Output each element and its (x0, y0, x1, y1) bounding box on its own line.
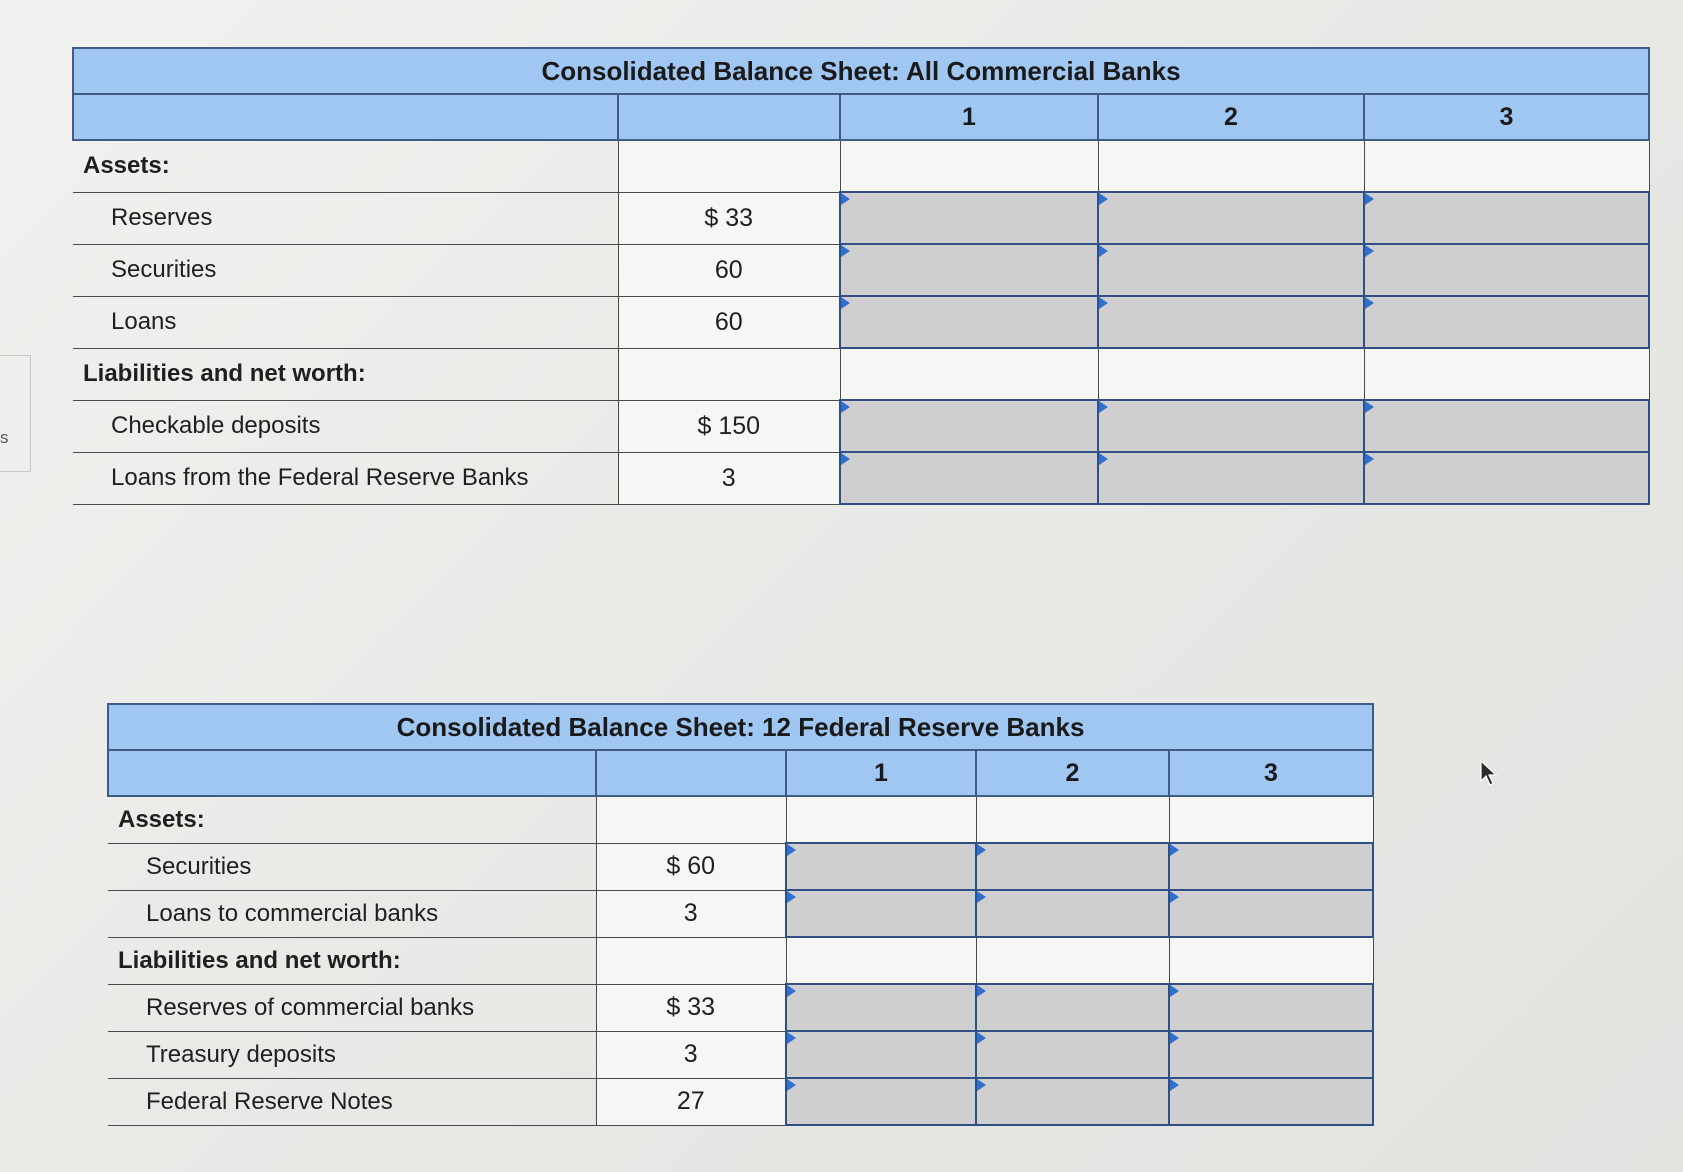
row-value-checkable-deposits: $ 150 (618, 400, 840, 452)
entry-cell-securities-2[interactable] (976, 843, 1169, 890)
table-row (73, 452, 1649, 504)
entry-cell-securities-3[interactable] (1364, 244, 1649, 296)
section-blank-cell (786, 937, 976, 984)
table-row (73, 400, 1649, 452)
table-row (73, 244, 1649, 296)
header-blank-value (618, 94, 840, 140)
section-blank-cell (1098, 348, 1364, 400)
section-blank-cell (1098, 140, 1364, 192)
table-row (108, 1031, 1373, 1078)
row-value-reserves: $ 33 (618, 192, 840, 244)
table-row (108, 890, 1373, 937)
table-row (73, 296, 1649, 348)
entry-cell-loans-to-banks-2[interactable] (976, 890, 1169, 937)
entry-cell-treasury-deposits-2[interactable] (976, 1031, 1169, 1078)
entry-cell-fed-loans-2[interactable] (1098, 452, 1364, 504)
row-label-fed-notes: Federal Reserve Notes (108, 1078, 596, 1125)
column-header-2: 2 (976, 750, 1169, 796)
section-blank-cell (1169, 937, 1373, 984)
row-label-bank-reserves: Reserves of commercial banks (108, 984, 596, 1031)
row-label-reserves: Reserves (73, 192, 618, 244)
section-blank-cell (786, 796, 976, 843)
row-value-loans: 60 (618, 296, 840, 348)
section-blank-value (618, 348, 840, 400)
entry-cell-bank-reserves-2[interactable] (976, 984, 1169, 1031)
row-value-securities: $ 60 (596, 843, 786, 890)
row-value-treasury-deposits: 3 (596, 1031, 786, 1078)
section-blank-cell (976, 937, 1169, 984)
entry-cell-loans-to-banks-1[interactable] (786, 890, 976, 937)
table-row (108, 984, 1373, 1031)
header-blank-label (108, 750, 596, 796)
row-label-checkable-deposits: Checkable deposits (73, 400, 618, 452)
row-label-treasury-deposits: Treasury deposits (108, 1031, 596, 1078)
entry-cell-securities-1[interactable] (786, 843, 976, 890)
column-header-1: 1 (786, 750, 976, 796)
entry-cell-checkable-deposits-2[interactable] (1098, 400, 1364, 452)
row-label-securities: Securities (108, 843, 596, 890)
entry-cell-fed-loans-3[interactable] (1364, 452, 1649, 504)
column-header-3: 3 (1364, 94, 1649, 140)
column-header-2: 2 (1098, 94, 1364, 140)
row-label-securities: Securities (73, 244, 618, 296)
entry-cell-treasury-deposits-3[interactable] (1169, 1031, 1373, 1078)
offscreen-text-fragment: s (0, 428, 9, 447)
entry-cell-reserves-3[interactable] (1364, 192, 1649, 244)
row-label-loans: Loans (73, 296, 618, 348)
assets-section-label: Assets: (108, 796, 596, 843)
liabilities-section-label: Liabilities and net worth: (108, 937, 596, 984)
table-row (108, 1078, 1373, 1125)
entry-cell-treasury-deposits-1[interactable] (786, 1031, 976, 1078)
row-value-securities: 60 (618, 244, 840, 296)
entry-cell-fed-notes-2[interactable] (976, 1078, 1169, 1125)
header-blank-label (73, 94, 618, 140)
section-blank-value (618, 140, 840, 192)
entry-cell-fed-loans-1[interactable] (840, 452, 1098, 504)
section-blank-cell (976, 796, 1169, 843)
entry-cell-fed-notes-1[interactable] (786, 1078, 976, 1125)
entry-cell-fed-notes-3[interactable] (1169, 1078, 1373, 1125)
section-blank-cell (840, 348, 1098, 400)
entry-cell-securities-1[interactable] (840, 244, 1098, 296)
liabilities-section-label: Liabilities and net worth: (73, 348, 618, 400)
section-blank-value (596, 796, 786, 843)
entry-cell-bank-reserves-3[interactable] (1169, 984, 1373, 1031)
balance-sheet-title: Consolidated Balance Sheet: All Commercial Banks (73, 48, 1649, 94)
entry-cell-securities-2[interactable] (1098, 244, 1364, 296)
entry-cell-reserves-1[interactable] (840, 192, 1098, 244)
row-value-fed-loans: 3 (618, 452, 840, 504)
entry-cell-loans-1[interactable] (840, 296, 1098, 348)
assets-section-label: Assets: (73, 140, 618, 192)
entry-cell-loans-3[interactable] (1364, 296, 1649, 348)
mouse-pointer-icon (1480, 760, 1498, 786)
header-blank-value (596, 750, 786, 796)
column-header-1: 1 (840, 94, 1098, 140)
row-label-loans-to-banks: Loans to commercial banks (108, 890, 596, 937)
row-value-loans-to-banks: 3 (596, 890, 786, 937)
entry-cell-loans-to-banks-3[interactable] (1169, 890, 1373, 937)
federal-reserve-balance-sheet (107, 703, 1374, 1126)
commercial-banks-balance-sheet (72, 47, 1650, 505)
section-blank-cell (840, 140, 1098, 192)
balance-sheet-title: Consolidated Balance Sheet: 12 Federal Reserve Banks (108, 704, 1373, 750)
row-value-bank-reserves: $ 33 (596, 984, 786, 1031)
offscreen-panel-edge (0, 355, 31, 472)
entry-cell-checkable-deposits-3[interactable] (1364, 400, 1649, 452)
row-label-fed-loans: Loans from the Federal Reserve Banks (73, 452, 618, 504)
section-blank-cell (1169, 796, 1373, 843)
entry-cell-securities-3[interactable] (1169, 843, 1373, 890)
table-row (108, 843, 1373, 890)
entry-cell-reserves-2[interactable] (1098, 192, 1364, 244)
entry-cell-checkable-deposits-1[interactable] (840, 400, 1098, 452)
table-row (73, 192, 1649, 244)
section-blank-value (596, 937, 786, 984)
section-blank-cell (1364, 140, 1649, 192)
column-header-3: 3 (1169, 750, 1373, 796)
entry-cell-bank-reserves-1[interactable] (786, 984, 976, 1031)
section-blank-cell (1364, 348, 1649, 400)
entry-cell-loans-2[interactable] (1098, 296, 1364, 348)
row-value-fed-notes: 27 (596, 1078, 786, 1125)
